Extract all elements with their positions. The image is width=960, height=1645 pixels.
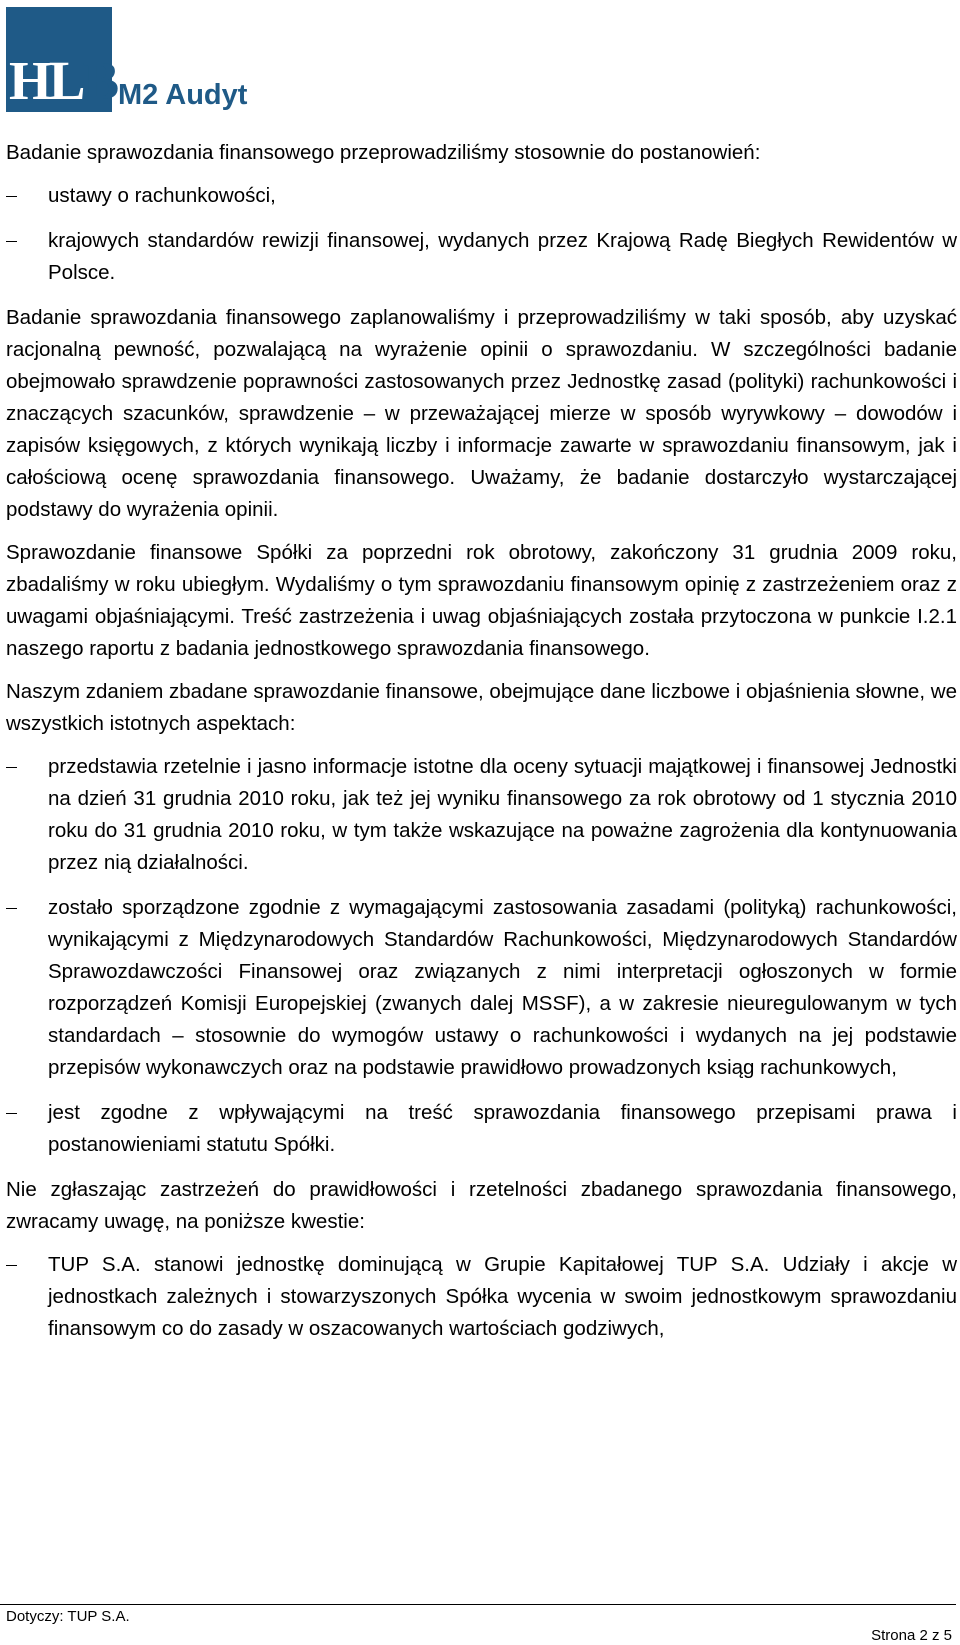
document-body (6, 137, 957, 1356)
planning-paragraph: Badanie sprawozdania finansowego zaplanowaliśmy i przeprowadziliśmy w taki sposób, aby uzyskać racjonalną pewność, pozwalającą na wyrażenie opinii o sprawozdaniu. W szczególności badanie obejmowało sprawdzenie poprawności zastosowanych przez Jednostkę zasad (polityki) rachunkowości i znaczących szacunków, sprawdzenie – w przeważającej mierze w sposób wyrywkowy – dowodów i zapisów księgowych, z których wynikają liczby i informacje zawarte w sprawozdaniu finansowym, jak i całościową ocenę sprawozdania finansowego. Uważamy, że badanie dostarczyło wystarczającej podstawy do wyrażenia opinii. (6, 306, 957, 521)
list-item: zostało sporządzone zgodnie z wymagającymi zastosowania zasadami (polityką) rachunkowości, wynikającymi z Międzynarodowych Standardów Rachunkowości, Międzynarodowych Standardów Sprawozdawczości Finansowej oraz związanych z nimi interpretacji ogłoszonych w formie rozporządzeń Komisji Europejskiej (zwanych dalej MSSF), a w zakresie nieuregulowanym w tych standardach – stosownie do wymogów ustawy o rachunkowości i wydanych na jej podstawie przepisów wykonawczych oraz na podstawie prawidłowo prowadzonych ksiąg rachunkowych, (6, 892, 957, 1084)
logo-hlb-text: HLB (9, 50, 117, 111)
footer-client: Dotyczy: TUP S.A. (6, 1608, 130, 1625)
page-number: Strona 2 z 5 (871, 1627, 952, 1644)
list-item: ustawy o rachunkowości, (6, 180, 957, 212)
hlb-m2-audyt-logo (6, 7, 306, 112)
list-item: TUP S.A. stanowi jednostkę dominującą w Grupie Kapitałowej TUP S.A. Udziały i akcje w jednostkach zależnych i stowarzyszonych Spółka wycenia w swoim jednostkowym sprawozdaniu finansowym co do zasady w oszacowanych wartościach godziwych, (6, 1249, 957, 1345)
intro-paragraph: Badanie sprawozdania finansowego przeprowadziliśmy stosownie do postanowień: (6, 141, 761, 164)
list-item: jest zgodne z wpływającymi na treść sprawozdania finansowego przepisami prawa i postanowieniami statutu Spółki. (6, 1097, 957, 1161)
emphasis-paragraph: Nie zgłaszając zastrzeżeń do prawidłowości i rzetelności zbadanego sprawozdania finansowego, zwracamy uwagę, na poniższe kwestie: (6, 1178, 957, 1233)
prior-year-paragraph: Sprawozdanie finansowe Spółki za poprzedni rok obrotowy, zakończony 31 grudnia 2009 roku, zbadaliśmy w roku ubiegłym. Wydaliśmy o tym sprawozdaniu finansowym opinię z zastrzeżeniem oraz z uwagami objaśniającymi. Treść zastrzeżenia i uwag objaśniających została przytoczona w punkcie I.2.1 naszego raportu z badania jednostkowego sprawozdania finansowego. (6, 541, 957, 660)
opinion-list (6, 751, 957, 1161)
list-item: krajowych standardów rewizji finansowej, wydanych przez Krajową Radę Biegłych Rewidentów w Polsce. (6, 225, 957, 289)
emphasis-list (6, 1249, 957, 1345)
opinion-paragraph: Naszym zdaniem zbadane sprawozdanie finansowe, obejmujące dane liczbowe i objaśnienia słowne, we wszystkich istotnych aspektach: (6, 680, 957, 735)
logo-m2-audyt-text: M2 Audyt (118, 79, 248, 111)
intro-list (6, 180, 957, 289)
footer-divider (0, 1604, 956, 1605)
list-item: przedstawia rzetelnie i jasno informacje istotne dla oceny sytuacji majątkowej i finansowej Jednostki na dzień 31 grudnia 2010 roku, jak też jej wyniku finansowego za rok obrotowy od 1 stycznia 2010 roku do 31 grudnia 2010 roku, w tym także wskazujące na poważne zagrożenia dla kontynuowania przez nią działalności. (6, 751, 957, 879)
